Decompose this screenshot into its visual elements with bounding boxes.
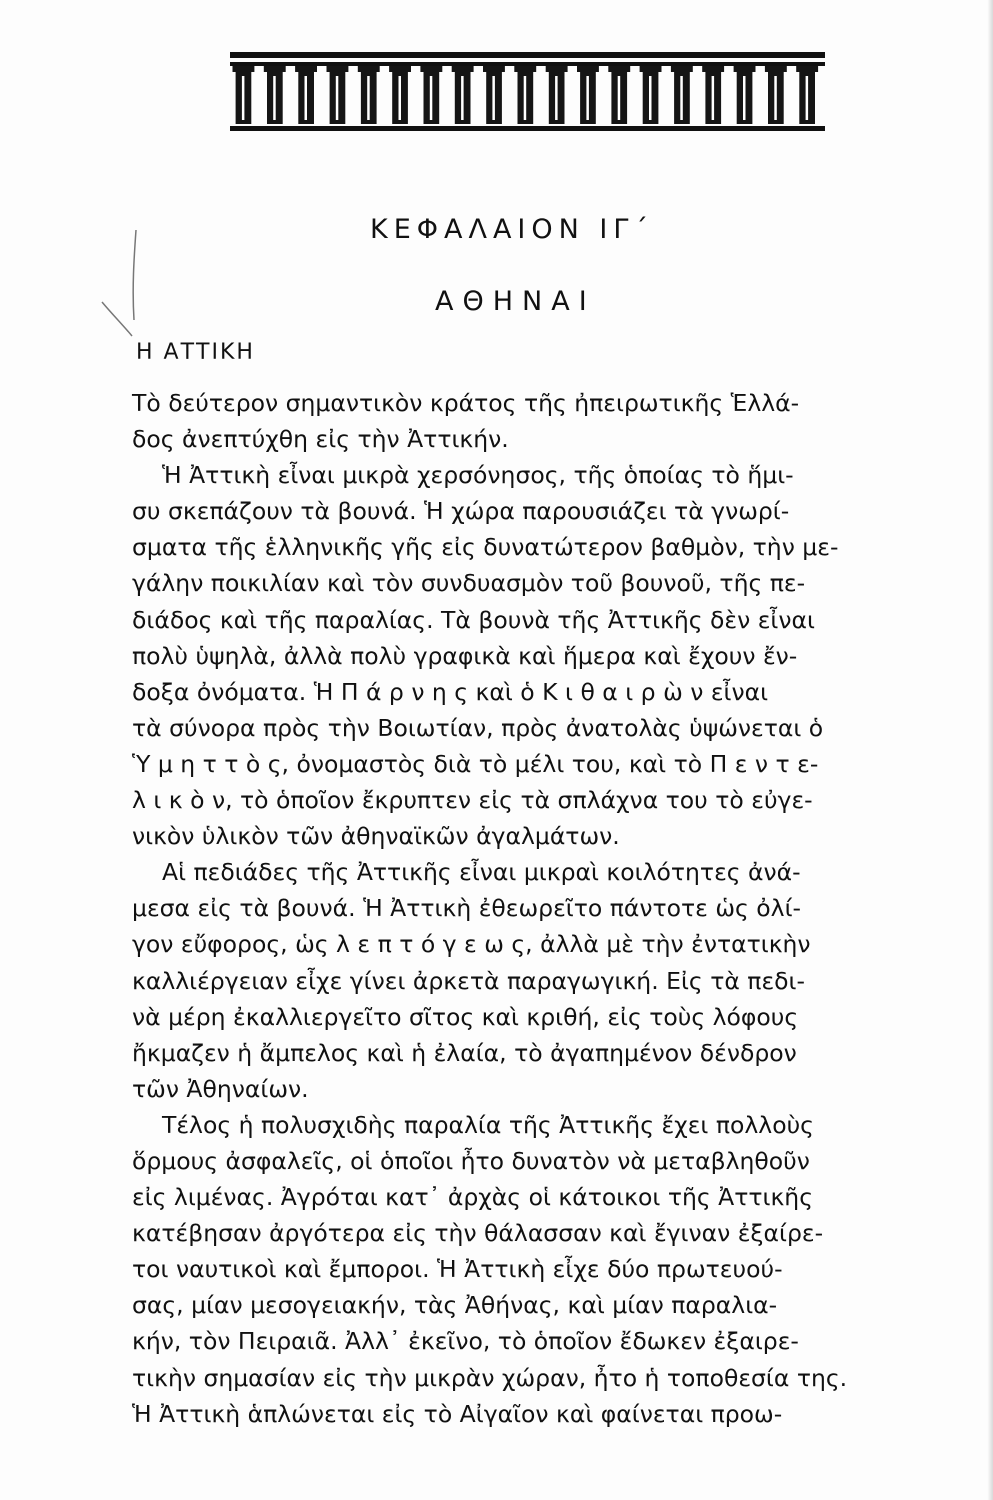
text-line: γον εὔφορος, ὡς λ ε π τ ό γ ε ω ς, ἀλλὰ μὲ τὴν ἐντατικὴν xyxy=(132,930,811,959)
column-capital xyxy=(640,66,662,72)
column-flute xyxy=(680,76,683,120)
text-line: δοξα ὀνόματα. Ἡ Π ά ρ ν η ς καὶ ὁ Κ ι θ α ι ρ ὼ ν εἶναι xyxy=(132,677,769,706)
page-edge-shadow xyxy=(987,0,993,1500)
column-capital xyxy=(295,66,317,72)
column-flute xyxy=(336,76,339,120)
text-line: Τέλος ἡ πολυσχιδὴς παραλία τῆς Ἀττικῆς ἔχει πολλοὺς xyxy=(162,1110,814,1139)
column-capital xyxy=(608,66,630,72)
chapter-heading: ΚΕΦΑΛΑΙΟΝ ΙΓ΄ xyxy=(370,214,654,245)
column-flute xyxy=(806,76,809,120)
column-capital xyxy=(483,66,505,72)
text-line: τὰ σύνορα πρὸς τὴν Βοιωτίαν, πρὸς ἀνατολὰς ὑψώνεται ὁ xyxy=(132,713,824,742)
text-line: πολὺ ὑψηλὰ, ἀλλὰ πολὺ γραφικὰ καὶ ἥμερα καὶ ἔχουν ἔν- xyxy=(132,641,798,670)
text-line: Ὑ μ η τ τ ὸ ς, ὀνομαστὸς διὰ τὸ μέλι του, καὶ τὸ Π ε ν τ ε- xyxy=(132,749,819,778)
text-line: Αἱ πεδιάδες τῆς Ἀττικῆς εἶναι μικραὶ κοιλότητες ἀνά- xyxy=(162,858,801,887)
text-line: Τὸ δεύτερον σημαντικὸν κράτος τῆς ἠπειρωτικῆς Ἑλλά- xyxy=(132,389,800,417)
column-capital xyxy=(702,66,724,72)
column-capital xyxy=(671,66,693,72)
text-line: τικὴν σημασίαν εἰς τὴν μικρὰν χώραν, ἦτο ἡ τοποθεσία της. xyxy=(132,1363,848,1392)
text-line: διάδος καὶ τῆς παραλίας. Τὰ βουνὰ τῆς Ἀττικῆς δὲν εἶναι xyxy=(132,605,815,634)
column-flute xyxy=(367,76,370,120)
column-capital xyxy=(233,66,255,72)
text-line: σματα τῆς ἑλληνικῆς γῆς εἰς δυνατώτερον βαθμὸν, τὴν με- xyxy=(132,533,839,562)
column-capital xyxy=(546,66,568,72)
column-flute xyxy=(743,76,746,120)
text-line: σας, μίαν μεσογειακήν, τὰς Ἀθήνας, καὶ μίαν παραλια- xyxy=(132,1291,778,1320)
column-flute xyxy=(492,76,495,120)
text-line: συ σκεπάζουν τὰ βουνά. Ἡ χώρα παρουσιάζει τὰ γνωρί- xyxy=(132,497,790,526)
page-title: ΑΘΗΝΑΙ xyxy=(435,286,596,317)
column-flute xyxy=(399,76,402,120)
column-flute xyxy=(305,76,308,120)
column-capital xyxy=(358,66,380,72)
text-line: Ἡ Ἀττικὴ εἶναι μικρὰ χερσόνησος, τῆς ὁποίας τὸ ἥμι- xyxy=(162,461,794,490)
text-line: λ ι κ ὸ ν, τὸ ὁποῖον ἔκρυπτεν εἰς τὰ σπλάχνα του τὸ εὐγε- xyxy=(132,786,813,815)
column-flute xyxy=(242,76,245,120)
column-flute xyxy=(430,76,433,120)
text-line: Ἡ Ἀττικὴ ἁπλώνεται εἰς τὸ Αἰγαῖον καὶ φαίνεται προω- xyxy=(132,1399,783,1428)
column-flute xyxy=(273,76,276,120)
column-capital xyxy=(796,66,818,72)
column-flute xyxy=(618,76,621,120)
column-capital xyxy=(452,66,474,72)
text-line: ἤκμαζεν ἡ ἄμπελος καὶ ἡ ἐλαία, τὸ ἀγαπημένον δένδρον xyxy=(132,1038,797,1067)
column-capital xyxy=(765,66,787,72)
column-flute xyxy=(649,76,652,120)
text-line: νὰ μέρη ἐκαλλιεργεῖτο σῖτος καὶ κριθή, εἰς τοὺς λόφους xyxy=(132,1002,799,1031)
text-line: γάλην ποικιλίαν καὶ τὸν συνδυασμὸν τοῦ βουνοῦ, τῆς πε- xyxy=(132,569,806,598)
column-capital xyxy=(389,66,411,72)
text-line: νικὸν ὑλικὸν τῶν ἀθηναϊκῶν ἀγαλμάτων. xyxy=(132,822,620,851)
column-capital xyxy=(327,66,349,72)
column-flute xyxy=(555,76,558,120)
section-heading: Η ΑΤΤΙΚΗ xyxy=(136,340,255,365)
colonnade-ornament xyxy=(230,52,825,134)
text-line: κήν, τὸν Πειραιᾶ. Ἀλλ᾿ ἐκεῖνο, τὸ ὁποῖον ἔδωκεν ἐξαιρε- xyxy=(132,1327,799,1356)
column-capital xyxy=(264,66,286,72)
column-flute xyxy=(586,76,589,120)
column-capital xyxy=(420,66,442,72)
text-line: ὅρμους ἀσφαλεῖς, οἱ ὁποῖοι ἦτο δυνατὸν νὰ μεταβληθοῦν xyxy=(132,1146,810,1175)
pencil-check-mark xyxy=(98,228,158,348)
text-line: καλλιέργειαν εἶχε γίνει ἀρκετὰ παραγωγική. Εἰς τὰ πεδι- xyxy=(132,966,805,995)
text-line: κατέβησαν ἀργότερα εἰς τὴν θάλασσαν καὶ ἔγιναν ἐξαίρε- xyxy=(132,1219,824,1248)
text-line: τῶν Ἀθηναίων. xyxy=(132,1074,309,1103)
text-line: δος ἀνεπτύχθη εἰς τὴν Ἀττικήν. xyxy=(132,425,509,454)
text-line: τοι ναυτικοὶ καὶ ἔμποροι. Ἡ Ἀττικὴ εἶχε δύο πρωτευού- xyxy=(132,1255,783,1284)
column-capital xyxy=(734,66,756,72)
text-line: εἰς λιμένας. Ἀγρόται κατ᾿ ἀρχὰς οἱ κάτοικοι τῆς Ἀττικῆς xyxy=(132,1183,813,1212)
text-line: μεσα εἰς τὰ βουνά. Ἡ Ἀττικὴ ἐθεωρεῖτο πάντοτε ὡς ὀλί- xyxy=(132,894,802,923)
body-text xyxy=(132,385,912,1432)
column-flute xyxy=(774,76,777,120)
column-capital xyxy=(577,66,599,72)
column-flute xyxy=(712,76,715,120)
column-flute xyxy=(524,76,527,120)
column-flute xyxy=(461,76,464,120)
column-capital xyxy=(514,66,536,72)
